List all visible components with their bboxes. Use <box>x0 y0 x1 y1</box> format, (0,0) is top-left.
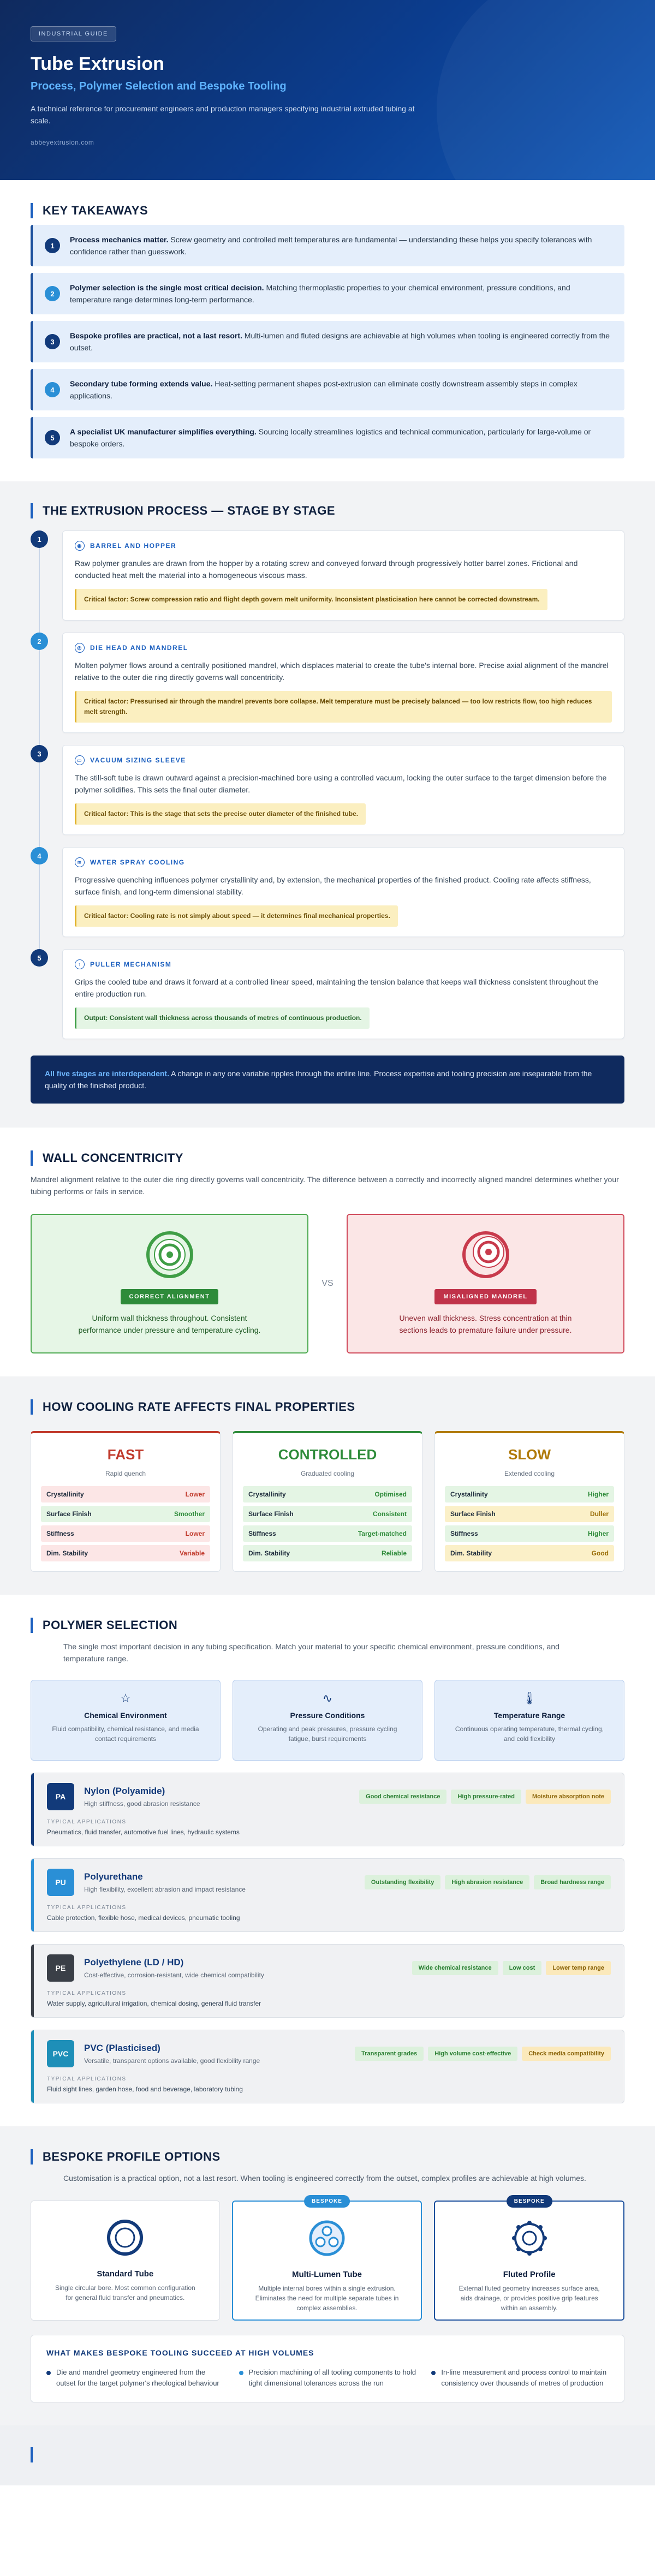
polymer-card <box>31 1858 624 1932</box>
cooling-section <box>0 1376 655 1595</box>
property-chip: Good chemical resistance <box>359 1790 446 1804</box>
property-chip: Lower temp range <box>546 1961 611 1975</box>
polymer-name: Polyethylene (LD / HD) <box>84 1957 184 1967</box>
applications-label: TYPICAL APPLICATIONS <box>47 2076 127 2082</box>
property-row <box>243 1525 412 1542</box>
polymer-name: Nylon (Polyamide) <box>84 1786 165 1796</box>
property-value: Higher <box>587 1490 609 1498</box>
property-value: Variable <box>179 1549 205 1557</box>
stage-number: 1 <box>31 530 48 548</box>
profile-text: Single circular bore. Most common configuration for general fluid transfer and pneumatics. <box>55 2284 195 2301</box>
section-title: KEY TAKEAWAYS <box>31 203 624 218</box>
stage-description: Progressive quenching influences polymer crystallinity and, by extension, the mechanical properties of the finished product. Cooling rate affects stiffness, surface finish, and long-term dimensional stability. <box>75 875 591 896</box>
property-name: Crystallinity <box>248 1490 286 1498</box>
applications-text: Pneumatics, fluid transfer, automotive fuel lines, hydraulic systems <box>47 1828 240 1836</box>
property-value: Smoother <box>174 1510 205 1518</box>
factor-icon: ☆ <box>120 1691 131 1705</box>
property-name: Dim. Stability <box>450 1549 492 1557</box>
takeaway-item <box>31 225 624 266</box>
property-chip: Broad hardness range <box>534 1875 611 1889</box>
process-section <box>0 481 655 1128</box>
stage-description: Molten polymer flows around a centrally positioned mandrel, which displaces material to create the tube's internal bore. Precise axial alignment of the mandrel relative to the outer die ring directly governs wall concentricity. <box>75 661 609 682</box>
stage-card <box>62 949 624 1039</box>
applications-label: TYPICAL APPLICATIONS <box>47 1819 127 1825</box>
selection-factor-card <box>233 1680 422 1761</box>
key-takeaways-section <box>0 180 655 481</box>
bespoke-section <box>0 2126 655 2425</box>
interdependence-callout: All five stages are interdependent. A change in any one variable ripples through the entire line. Process expertise and tooling precision are inseparable from the quality of the finished product. <box>31 1056 624 1104</box>
polymer-badge: PE <box>47 1954 74 1982</box>
profile-text: Multiple internal bores within a single extrusion. Eliminates the need for multiple separate tubes in complex assemblies. <box>255 2285 399 2312</box>
takeaway-item <box>31 417 624 458</box>
property-name: Dim. Stability <box>46 1549 88 1557</box>
polymer-description: Versatile, transparent options available, good flexibility range <box>84 2057 260 2065</box>
cooling-card <box>233 1431 422 1572</box>
applications-label: TYPICAL APPLICATIONS <box>47 1905 127 1911</box>
property-name: Surface Finish <box>248 1510 294 1518</box>
misaligned-text: Uneven wall thickness. Stress concentration at thin sections leads to premature failure under pressure. <box>399 1314 572 1334</box>
property-row <box>445 1525 614 1542</box>
stage-icon: ↑ <box>75 959 85 969</box>
property-name: Crystallinity <box>46 1490 84 1498</box>
property-name: Crystallinity <box>450 1490 488 1498</box>
property-row <box>445 1506 614 1522</box>
takeaway-item <box>31 273 624 314</box>
factor-title: Chemical Environment <box>84 1711 167 1720</box>
section-title: HOW COOLING RATE AFFECTS FINAL PROPERTIES <box>31 1399 624 1415</box>
property-chip: High pressure-rated <box>451 1790 521 1804</box>
stage-number: 5 <box>31 949 48 967</box>
standard-tube-icon <box>31 2219 219 2259</box>
polymer-badge: PU <box>47 1869 74 1896</box>
stage-heading <box>75 541 612 551</box>
misaligned-panel <box>347 1214 624 1353</box>
tooling-success-title: WHAT MAKES BESPOKE TOOLING SUCCEED AT HIGH VOLUMES <box>46 2348 314 2357</box>
property-chip: High volume cost-effective <box>428 2047 517 2061</box>
property-row <box>41 1525 210 1542</box>
takeaway-text <box>70 426 612 450</box>
takeaway-text <box>70 234 612 258</box>
process-stage <box>31 633 624 733</box>
takeaway-heading: Bespoke profiles are practical, not a last resort. <box>70 331 242 340</box>
process-stage <box>31 847 624 937</box>
applications-text: Fluid sight lines, garden hose, food and beverage, laboratory tubing <box>47 2085 243 2093</box>
stage-number: 4 <box>31 847 48 864</box>
takeaway-body: Screw geometry and controlled melt temperatures are fundamental — understanding these helps you specify tolerances with confidence rather than guesswork. <box>70 235 592 256</box>
stage-name: PULLER MECHANISM <box>90 961 172 968</box>
profile-name: Standard Tube <box>97 2269 154 2279</box>
property-row <box>445 1545 614 1561</box>
selection-factor-card <box>434 1680 624 1761</box>
property-value: Reliable <box>381 1549 407 1557</box>
property-row <box>41 1545 210 1561</box>
property-name: Surface Finish <box>450 1510 496 1518</box>
takeaway-text <box>70 330 612 354</box>
section-title: POLYMER SELECTION <box>31 1618 624 1633</box>
takeaway-item <box>31 369 624 410</box>
section-title: WALL CONCENTRICITY <box>31 1150 624 1166</box>
stage-card <box>62 530 624 621</box>
property-chip: Transparent grades <box>355 2047 424 2061</box>
property-value: Optimised <box>374 1490 407 1498</box>
takeaway-number: 3 <box>45 334 60 349</box>
polymer-description: High flexibility, excellent abrasion and impact resistance <box>84 1886 246 1893</box>
hero-banner <box>0 0 655 180</box>
profile-text: External fluted geometry increases surface area, aids drainage, or provides positive grip features within an assembly. <box>458 2285 600 2312</box>
stage-connector <box>39 864 40 961</box>
success-point: In-line measurement and process control to maintain consistency over thousands of metres of production <box>431 2367 609 2389</box>
concentricity-section <box>0 1128 655 1376</box>
profile-name: Fluted Profile <box>503 2270 556 2279</box>
process-stage <box>31 949 624 1039</box>
stage-name: VACUUM SIZING SLEEVE <box>90 756 186 764</box>
vs-label: VS <box>321 1279 334 1288</box>
takeaway-number: 5 <box>45 430 60 445</box>
property-value: Lower <box>185 1530 205 1537</box>
property-row <box>243 1545 412 1561</box>
stage-connector <box>39 548 40 645</box>
cooling-title: SLOW <box>508 1446 551 1463</box>
correct-alignment-panel <box>31 1214 308 1353</box>
property-name: Dim. Stability <box>248 1549 290 1557</box>
stage-name: WATER SPRAY COOLING <box>90 858 185 866</box>
stage-heading <box>75 755 612 765</box>
misaligned-tag: MISALIGNED MANDREL <box>434 1289 536 1304</box>
process-stage <box>31 530 624 621</box>
stage-heading <box>75 643 612 653</box>
stage-icon: ▭ <box>75 755 85 765</box>
correct-alignment-tag: CORRECT ALIGNMENT <box>121 1289 219 1304</box>
cooling-title: FAST <box>107 1446 144 1463</box>
stage-connector <box>39 762 40 859</box>
property-row <box>445 1486 614 1502</box>
section-title: THE EXTRUSION PROCESS — STAGE BY STAGE <box>31 503 624 518</box>
factor-title: Pressure Conditions <box>290 1711 365 1720</box>
takeaway-heading: Process mechanics matter. <box>70 235 169 244</box>
critical-factor-note: Critical factor: Pressurised air through the mandrel prevents bore collapse. Melt temperature must be precisely balanced — too low restricts flow, too high reduces melt strength. <box>75 691 612 723</box>
property-value: Good <box>591 1549 609 1557</box>
polymer-description: High stiffness, good abrasion resistance <box>84 1800 200 1808</box>
stage-description: The still-soft tube is drawn outward against a precision-machined bore using a controlled vacuum, locking the outer surface to the target dimension before the polymer solidifies. This sets the final outer diameter. <box>75 773 607 794</box>
factor-title: Temperature Range <box>493 1711 565 1720</box>
profile-option-card <box>232 2198 422 2321</box>
takeaway-body: Heat-setting permanent shapes post-extrusion can eliminate costly downstream assembly steps in complex applications. <box>70 379 577 400</box>
property-row <box>41 1506 210 1522</box>
property-value: Target-matched <box>358 1530 407 1537</box>
stage-card <box>62 633 624 733</box>
cooling-title: CONTROLLED <box>278 1446 377 1463</box>
stage-heading <box>75 959 612 969</box>
polymer-card <box>31 1773 624 1846</box>
polymer-badge: PA <box>47 1783 74 1810</box>
section-lead: Mandrel alignment relative to the outer die ring directly governs wall concentricity. The difference between a correctly and incorrectly aligned mandrel determines whether your tubing performs or fails in service. <box>31 1175 619 1196</box>
property-row <box>243 1506 412 1522</box>
stage-number: 2 <box>31 633 48 650</box>
guide-tag: INDUSTRIAL GUIDE <box>31 26 116 41</box>
factor-icon: ∿ <box>322 1691 333 1705</box>
critical-factor-note: Critical factor: Cooling rate is not simply about speed — it determines final mechanical properties. <box>75 905 398 927</box>
cooling-subtitle: Rapid quench <box>105 1470 146 1477</box>
stage-card <box>62 847 624 937</box>
property-value: Lower <box>185 1490 205 1498</box>
polymer-card <box>31 2030 624 2103</box>
factor-text: Operating and peak pressures, pressure cycling fatigue, burst requirements <box>258 1725 397 1743</box>
takeaway-heading: A specialist UK manufacturer simplifies everything. <box>70 427 257 436</box>
footer <box>0 2425 655 2485</box>
property-value: Higher <box>587 1530 609 1537</box>
bespoke-tag: BESPOKE <box>304 2195 350 2208</box>
polymer-card <box>31 1944 624 2018</box>
polymer-badge: PVC <box>47 2040 74 2067</box>
success-point: Precision machining of all tooling components to hold tight dimensional tolerances across the run <box>239 2367 416 2389</box>
factor-text: Continuous operating temperature, thermal cycling, and cold flexibility <box>455 1725 604 1743</box>
property-chip: Outstanding flexibility <box>365 1875 441 1889</box>
stage-heading <box>75 857 612 867</box>
property-row <box>243 1486 412 1502</box>
property-chip: Wide chemical resistance <box>412 1961 498 1975</box>
tooling-success-panel <box>31 2335 624 2402</box>
cooling-subtitle: Graduated cooling <box>300 1470 355 1477</box>
polymer-section <box>0 1595 655 2126</box>
stage-number: 3 <box>31 745 48 762</box>
stage-name: DIE HEAD AND MANDREL <box>90 644 188 652</box>
property-chip: Check media compatibility <box>522 2047 611 2061</box>
page-description: A technical reference for procurement engineers and production managers specifying industrial extruded tubing at scale. <box>31 104 415 125</box>
property-name: Stiffness <box>248 1530 276 1537</box>
property-chip: Moisture absorption note <box>526 1790 611 1804</box>
cooling-subtitle: Extended cooling <box>504 1470 555 1477</box>
property-row <box>41 1486 210 1502</box>
polymer-name: PVC (Plasticised) <box>84 2043 160 2053</box>
property-value: Duller <box>590 1510 609 1518</box>
page-subtitle: Process, Polymer Selection and Bespoke Tooling <box>31 80 287 92</box>
cooling-card <box>434 1431 624 1572</box>
takeaway-heading: Polymer selection is the single most critical decision. <box>70 283 264 292</box>
correct-alignment-text: Uniform wall thickness throughout. Consistent performance under pressure and temperature cycling. <box>78 1314 261 1334</box>
stage-icon: ≋ <box>75 857 85 867</box>
applications-text: Cable protection, flexible hose, medical devices, pneumatic tooling <box>47 1914 240 1922</box>
takeaway-text <box>70 282 612 306</box>
section-lead: The single most important decision in any tubing specification. Match your material to your specific chemical environment, pressure conditions, and temperature range. <box>63 1642 559 1663</box>
page-title: Tube Extrusion <box>31 53 164 74</box>
property-name: Surface Finish <box>46 1510 92 1518</box>
factor-text: Fluid compatibility, chemical resistance, and media contact requirements <box>52 1725 199 1743</box>
takeaway-number: 2 <box>45 286 60 301</box>
takeaway-heading: Secondary tube forming extends value. <box>70 379 213 388</box>
profile-option-card <box>31 2201 220 2321</box>
stage-card <box>62 745 624 835</box>
section-title: BESPOKE PROFILE OPTIONS <box>31 2149 624 2164</box>
takeaway-text <box>70 378 612 402</box>
takeaway-body: Sourcing locally streamlines logistics and technical communication, particularly for large-volume or bespoke orders. <box>70 427 591 448</box>
applications-text: Water supply, agricultural irrigation, chemical dosing, general fluid transfer <box>47 2000 261 2007</box>
profile-option-card <box>434 2198 624 2321</box>
property-value: Consistent <box>372 1510 407 1518</box>
bespoke-tag: BESPOKE <box>507 2195 552 2208</box>
site-link[interactable]: abbeyextrusion.com <box>31 139 94 146</box>
factor-icon: 🌡 <box>522 1691 537 1705</box>
profile-name: Multi-Lumen Tube <box>291 2270 362 2279</box>
property-name: Stiffness <box>46 1530 74 1537</box>
takeaway-number: 1 <box>45 238 60 253</box>
section-lead: Customisation is a practical option, not a last resort. When tooling is engineered correctly from the outset, complex profiles are achievable at high volumes. <box>63 2174 586 2183</box>
process-stage <box>31 745 624 835</box>
concentric-tube-icon <box>145 1230 194 1279</box>
eccentric-tube-icon <box>461 1230 510 1279</box>
property-name: Stiffness <box>450 1530 478 1537</box>
critical-factor-note: Critical factor: This is the stage that sets the precise outer diameter of the finished tube. <box>75 803 366 825</box>
polymer-description: Cost-effective, corrosion-resistant, wide chemical compatibility <box>84 1971 264 1979</box>
critical-factor-note: Critical factor: Screw compression ratio and flight depth govern melt uniformity. Inconsistent plasticisation here cannot be corrected downstream. <box>75 589 547 610</box>
stage-icon: ◉ <box>75 541 85 551</box>
stage-name: BARREL AND HOPPER <box>90 542 177 550</box>
property-chip: High abrasion resistance <box>445 1875 529 1889</box>
selection-factor-card <box>31 1680 221 1761</box>
stage-connector <box>39 650 40 757</box>
applications-label: TYPICAL APPLICATIONS <box>47 1990 127 1996</box>
fluted-profile-icon <box>435 2219 623 2260</box>
takeaway-body: Multi-lumen and fluted designs are achievable at high volumes when tooling is engineered correctly from the outset. <box>70 331 610 352</box>
stage-description: Raw polymer granules are drawn from the hopper by a rotating screw and conveyed forward through progressively hotter barrel zones. Frictional and conducted heat melt the material into a homogeneous viscous mass. <box>75 559 578 580</box>
property-chip: Low cost <box>503 1961 542 1975</box>
stage-description: Grips the cooled tube and draws it forward at a controlled linear speed, maintaining the tension balance that keeps wall thickness consistent throughout the entire production run. <box>75 977 599 998</box>
polymer-name: Polyurethane <box>84 1871 143 1882</box>
success-point: Die and mandrel geometry engineered from the outset for the target polymer's rheological behaviour <box>46 2367 224 2389</box>
takeaway-body: Matching thermoplastic properties to your chemical environment, pressure conditions, and temperature range determines long-term performance. <box>70 283 570 304</box>
multi-lumen-icon <box>233 2219 421 2260</box>
critical-factor-note: Output: Consistent wall thickness across thousands of metres of continuous production. <box>75 1007 370 1029</box>
takeaway-number: 4 <box>45 382 60 397</box>
cooling-card <box>31 1431 221 1572</box>
stage-icon: ◎ <box>75 643 85 653</box>
takeaway-item <box>31 321 624 362</box>
